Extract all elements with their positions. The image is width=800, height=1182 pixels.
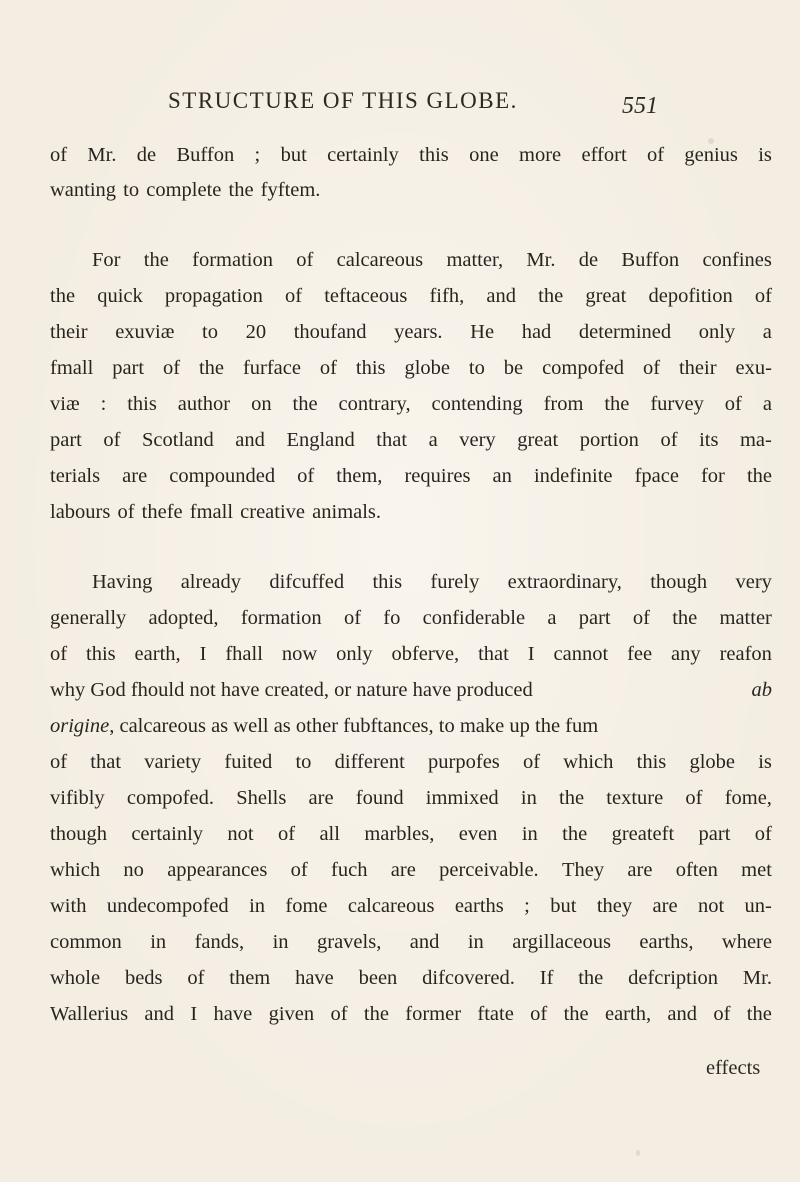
text-line: vifibly compofed. Shells are found immixed in the texture of fome, [50, 787, 772, 809]
text-line: of Mr. de Buffon ; but certainly this one more effort of genius is [50, 144, 772, 166]
text-line: why God fhould not have created, or nature have produced ab [50, 679, 772, 701]
paper-speck [708, 138, 714, 144]
text-line: the quick propagation of teftaceous fifh, and the great depofition of [50, 285, 772, 307]
text-line: wanting to complete the fyftem. [50, 179, 321, 201]
text-line: of that variety fuited to different purpofes of which this globe is [50, 751, 772, 773]
catchword: effects [706, 1057, 761, 1079]
text-line: though certainly not of all marbles, even in the greateft part of [50, 823, 772, 845]
text-line: common in fands, in gravels, and in argillaceous earths, where [50, 931, 772, 953]
text-line: terials are compounded of them, requires an indefinite fpace for the [50, 465, 772, 487]
text-line: Having already difcuffed this furely extraordinary, though very [92, 571, 772, 593]
text-line: which no appearances of fuch are perceivable. They are often met [50, 859, 772, 881]
paper-speck [756, 580, 761, 585]
text-line: Wallerius and I have given of the former ftate of the earth, and of the [50, 1003, 772, 1025]
text-line: of this earth, I fhall now only obferve, that I cannot fee any reafon [50, 643, 772, 665]
paper-speck [636, 1150, 640, 1156]
running-head: STRUCTURE OF THIS GLOBE. [168, 88, 518, 113]
latin-phrase: ab [751, 679, 772, 701]
text-line: whole beds of them have been difcovered. If the defcription Mr. [50, 967, 772, 989]
text-line: viæ : this author on the contrary, contending from the furvey of a [50, 393, 772, 415]
text-line: their exuviæ to 20 thoufand years. He had determined only a [50, 321, 772, 343]
latin-phrase: origine [50, 715, 110, 737]
text-line: generally adopted, formation of fo confiderable a part of the matter [50, 607, 772, 629]
text-line: For the formation of calcareous matter, Mr. de Buffon confines [92, 249, 772, 271]
text-line: with undecompofed in fome calcareous earths ; but they are not un- [50, 895, 772, 917]
page-number: 551 [622, 93, 658, 119]
text-line: fmall part of the furface of this globe to be compofed of their exu- [50, 357, 772, 379]
text-line: labours of thefe fmall creative animals. [50, 501, 382, 523]
text-line: origine, calcareous as well as other fubftances, to make up the fum [50, 715, 599, 737]
text-line: part of Scotland and England that a very great portion of its ma- [50, 429, 772, 451]
